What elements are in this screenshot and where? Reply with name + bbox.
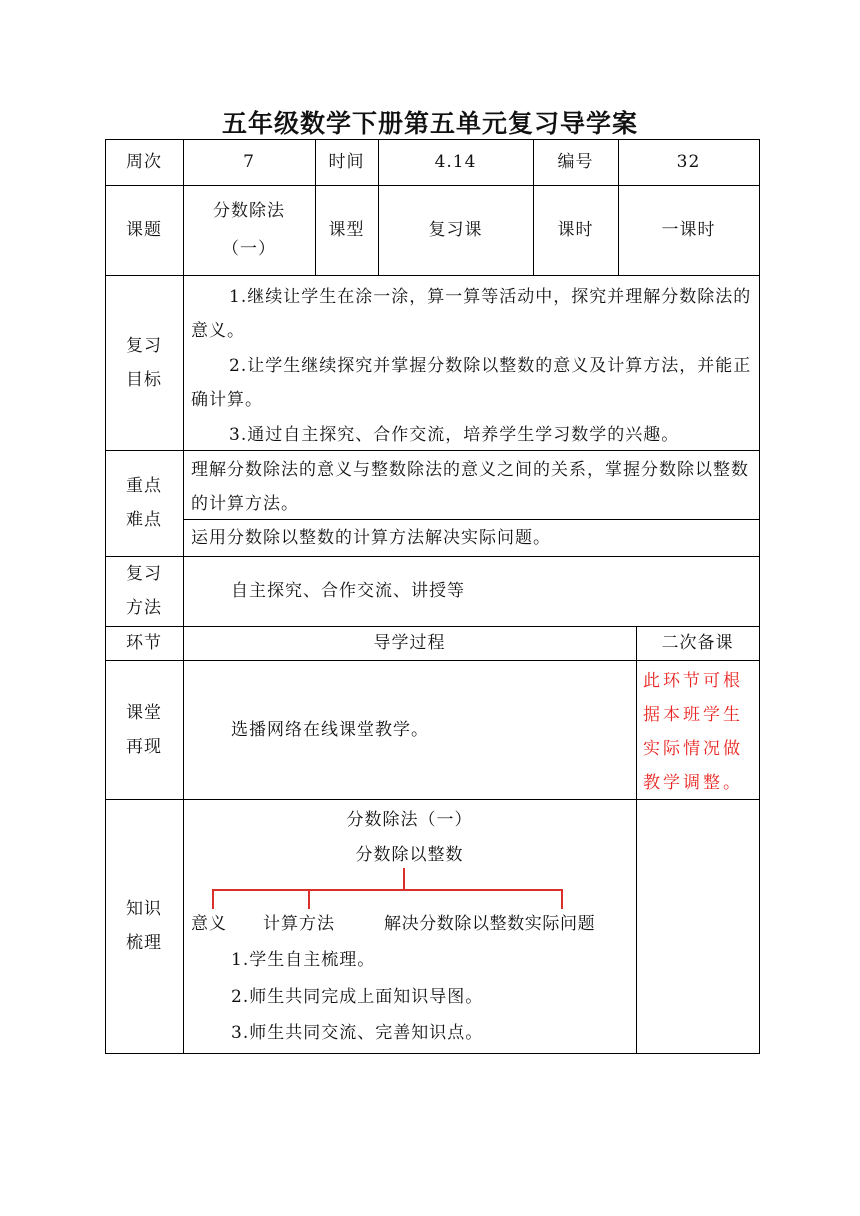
classroom-label-line-2: 再现 xyxy=(126,736,162,757)
classroom-label xyxy=(105,660,183,799)
time-value: 4.14 xyxy=(434,152,477,172)
week-label: 周次 xyxy=(126,152,162,172)
topic-label: 课题 xyxy=(126,220,162,240)
goal-item: 2.让学生继续探究并掌握分数除以整数的意义及计算方法，并能正确计算。 xyxy=(191,356,752,410)
focus-text: 理解分数除法的意义与整数除法的意义之间的关系，掌握分数除以整数的计算方法。 xyxy=(191,460,749,514)
section-col-header: 环节 xyxy=(126,633,162,653)
map-title: 分数除法（一） xyxy=(346,810,473,830)
revision-note-line: 教学调整。 xyxy=(643,773,743,793)
map-branch-bar xyxy=(212,889,563,891)
map-branch-application: 解决分数除以整数实际问题 xyxy=(384,914,596,934)
knowledge-step: 2.师生共同完成上面知识导图。 xyxy=(231,987,484,1007)
goals-label-line-2: 目标 xyxy=(126,369,162,390)
method-label-line-1: 复习 xyxy=(126,564,162,584)
classroom-label-line-1: 课堂 xyxy=(126,702,162,723)
map-branch-method: 计算方法 xyxy=(263,914,335,934)
map-branch-connector xyxy=(212,889,214,909)
page-title: 五年级数学下册第五单元复习导学案 xyxy=(221,109,638,138)
map-branch-meaning: 意义 xyxy=(191,914,227,934)
knowledge-label xyxy=(105,799,183,1053)
week-value: 7 xyxy=(243,152,255,172)
method-label xyxy=(105,556,183,626)
number-value: 32 xyxy=(676,152,701,172)
type-label: 课型 xyxy=(328,220,365,240)
goals-label-line-1: 复习 xyxy=(126,335,162,356)
knowledge-step: 3.师生共同交流、完善知识点。 xyxy=(231,1023,484,1043)
map-branch-connector xyxy=(561,889,563,909)
type-value: 复习课 xyxy=(428,220,483,240)
map-branch-connector xyxy=(308,889,310,909)
revision-note-line: 此环节可根 xyxy=(643,671,743,691)
classroom-content: 选播网络在线课堂教学。 xyxy=(231,720,429,740)
goals-list xyxy=(191,280,755,452)
revision-note-line: 据本班学生 xyxy=(643,705,743,725)
goals-label xyxy=(105,275,183,450)
number-label: 编号 xyxy=(557,152,594,172)
difficulty-text: 运用分数除以整数的计算方法解决实际问题。 xyxy=(191,528,551,548)
process-col-header: 导学过程 xyxy=(373,633,446,653)
method-value: 自主探究、合作交流、讲授等 xyxy=(231,581,465,601)
map-root-connector xyxy=(403,868,405,890)
revision-note xyxy=(643,664,755,800)
knowledge-label-line-1: 知识 xyxy=(126,899,162,919)
revision-col-header: 二次备课 xyxy=(661,633,734,653)
hours-label: 课时 xyxy=(557,220,594,240)
topic-line-2: （一） xyxy=(222,239,276,259)
revision-note-line: 实际情况做 xyxy=(643,739,743,759)
map-root: 分数除以整数 xyxy=(355,845,464,865)
key-points-label-line-1: 重点 xyxy=(126,476,162,496)
knowledge-label-line-2: 梳理 xyxy=(126,933,162,953)
goal-item: 3.通过自主探究、合作交流，培养学生学习数学的兴趣。 xyxy=(229,425,680,445)
key-points-label xyxy=(105,450,183,556)
hours-value: 一课时 xyxy=(661,220,716,240)
topic-line-1: 分数除法 xyxy=(213,201,285,221)
goal-item: 1.继续让学生在涂一涂，算一算等活动中，探究并理解分数除法的意义。 xyxy=(191,287,752,341)
method-label-line-2: 方法 xyxy=(126,598,162,618)
time-label: 时间 xyxy=(328,152,365,172)
topic-value xyxy=(183,185,315,275)
key-points-label-line-2: 难点 xyxy=(126,510,162,530)
knowledge-step: 1.学生自主梳理。 xyxy=(231,950,376,970)
